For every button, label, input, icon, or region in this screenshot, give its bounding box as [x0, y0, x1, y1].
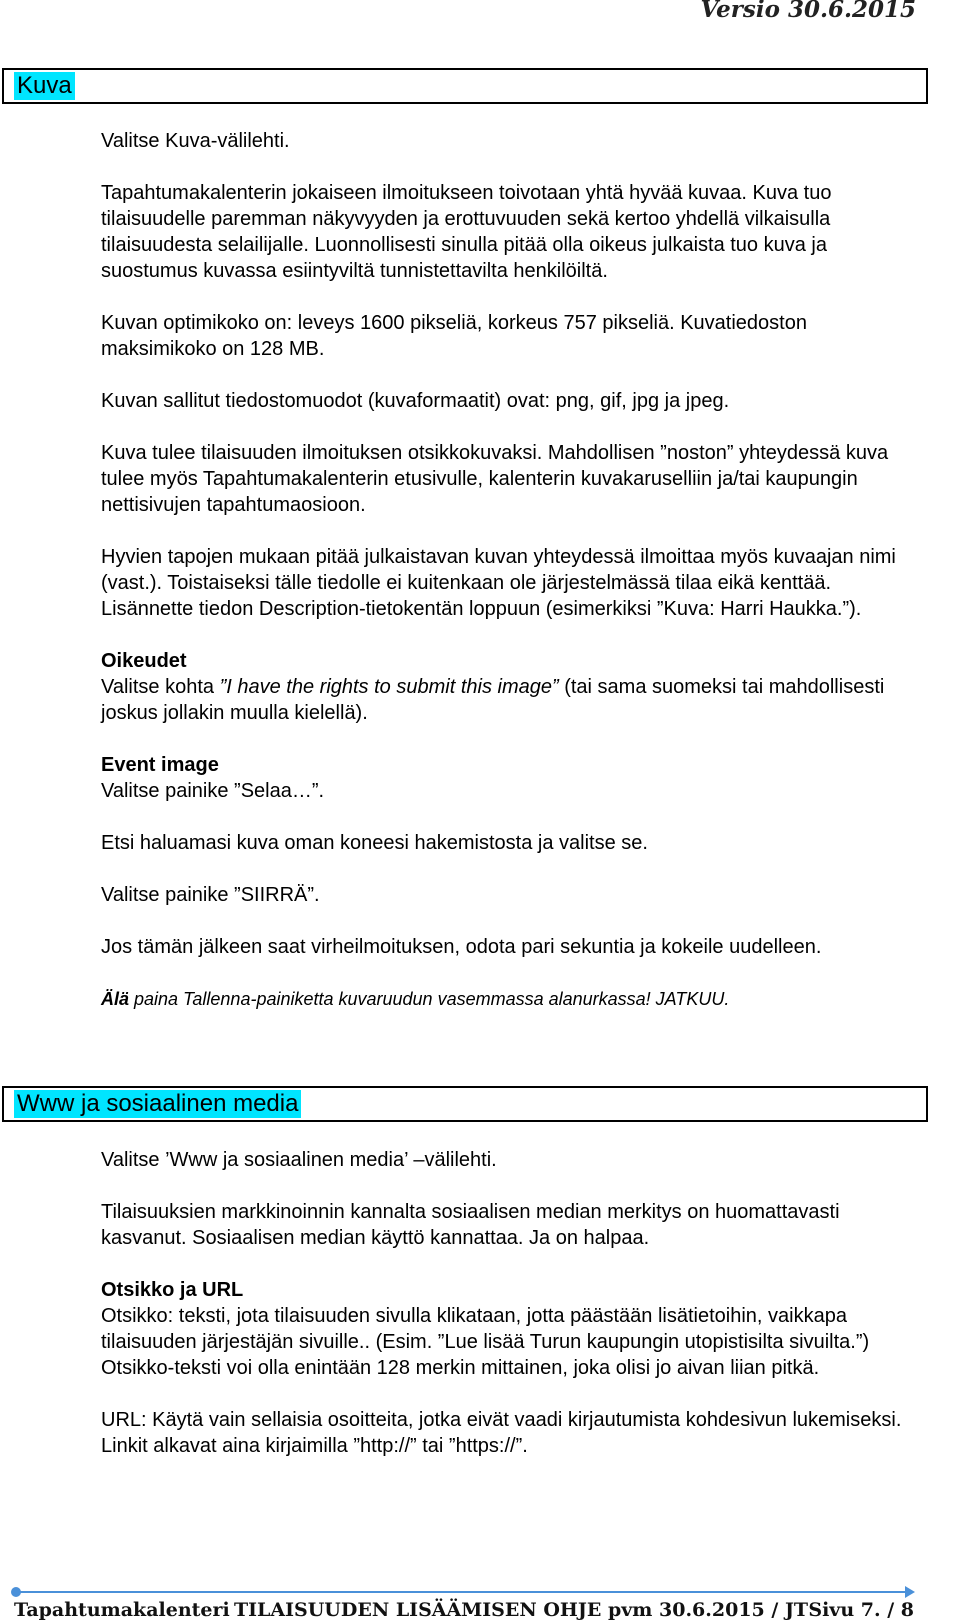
footer-divider-line [10, 1585, 915, 1599]
kuva-paragraph-transfer: Valitse painike ”SIIRRÄ”. [101, 884, 320, 906]
kuva-instruction-tab: Valitse Kuva-välilehti. [101, 130, 290, 152]
www-instruction-tab: Valitse ’Www ja sosiaalinen media’ –välilehti. [101, 1149, 497, 1171]
section-body-www [101, 1147, 921, 1485]
kuva-paragraph-usage: Kuva tulee tilaisuuden ilmoituksen otsikkokuvaksi. Mahdollisen ”noston” yhteydessä kuva tulee myös Tapahtumakalenterin etusivulle, kalenterin kuvakaruselliin ja/tai kaupungin nettisivujen tapahtumaosioon. [101, 442, 889, 516]
kuva-event-image-block [101, 752, 921, 804]
warning-bold: Älä [101, 989, 130, 1009]
page-footer [14, 1599, 914, 1623]
kuva-paragraph-formats: Kuvan sallitut tiedostomuodot (kuvaformaatit) ovat: png, gif, jpg ja jpeg. [101, 390, 730, 412]
otsikko-url-heading: Otsikko ja URL [101, 1279, 244, 1301]
document-version: Versio 30.6.2015 [700, 0, 916, 23]
section-title-kuva: Kuva [14, 72, 75, 100]
kuva-paragraph-browse: Etsi haluamasi kuva oman koneesi hakemistosta ja valitse se. [101, 832, 648, 854]
kuva-paragraph-size: Kuvan optimikoko on: leveys 1600 pikseliä, korkeus 757 pikseliä. Kuvatiedoston maksimikoko on 128 MB. [101, 312, 807, 360]
event-image-heading: Event image [101, 754, 219, 776]
oikeudet-text-italic: ”I have the rights to submit this image” [219, 676, 559, 698]
oikeudet-heading: Oikeudet [101, 650, 187, 672]
www-paragraph-marketing: Tilaisuuksien markkinoinnin kannalta sosiaalisen median merkitys on huomattavasti kasvanut. Sosiaalisen median käyttö kannattaa. Ja on halpaa. [101, 1201, 840, 1249]
footer-page-number: Sivu 7. / 8 [808, 1599, 914, 1621]
kuva-warning [101, 986, 921, 1012]
kuva-paragraph-error: Jos tämän jälkeen saat virheilmoituksen, odota pari sekuntia ja kokeile uudelleen. [101, 936, 822, 958]
warning-rest: paina Tallenna-painiketta kuvaruudun vasemmassa alanurkassa! JATKUU. [129, 989, 730, 1009]
section-title-www: Www ja sosiaalinen media [14, 1090, 301, 1118]
www-url-paragraph: URL: Käytä vain sellaisia osoitteita, jotka eivät vaadi kirjautumista kohdesivun lukemiseksi. Linkit alkavat aina kirjaimilla ”http://” tai ”https://”. [101, 1409, 902, 1457]
oikeudet-text-pre: Valitse kohta [101, 676, 220, 698]
kuva-paragraph-intro: Tapahtumakalenterin jokaiseen ilmoitukseen toivotaan yhtä hyvää kuvaa. Kuva tuo tilaisuudelle paremman näkyvyyden ja erottuvuuden sekä kertoo yhdellä vilkaisulla tilaisuudesta selailijalle. Luonnollisesti sinulla pitää olla oikeus julkaista tuo kuva ja suostumus kuvassa esiintyviltä tunnistettavilta henkilöiltä. [101, 182, 832, 282]
kuva-paragraph-credits: Hyvien tapojen mukaan pitää julkaistavan kuvan yhteydessä ilmoittaa myös kuvaajan nimi (vast.). Toistaiseksi tälle tiedolle ei kuitenkaan ole järjestelmässä tilaa eikä kenttää. Lisännette tiedon Description-tietokentän loppuun (esimerkiksi ”Kuva: Harri Haukka.”). [101, 546, 896, 620]
footer-app-name: Tapahtumakalenteri [14, 1599, 230, 1621]
footer-document-title: TILAISUUDEN LISÄÄMISEN OHJE pvm 30.6.2015 / JT [234, 1599, 809, 1621]
oikeudet-text-post: (tai sama suomeksi tai mahdollisesti joskus jollakin muulla kielellä). [101, 676, 885, 724]
event-image-text: Valitse painike ”Selaa…”. [101, 780, 325, 802]
kuva-oikeudet-block [101, 648, 921, 726]
section-header-kuva [2, 68, 928, 104]
section-header-www [2, 1086, 928, 1122]
www-otsikko-block [101, 1277, 921, 1381]
section-body-kuva [101, 128, 921, 1038]
otsikko-text: Otsikko: teksti, jota tilaisuuden sivulla klikataan, jotta päästään lisätietoihin, vaikkapa tilaisuuden järjestäjän sivuille.. (Esim. ”Lue lisää Turun kaupungin utopistisilta sivuilta.”) Otsikko-teksti voi olla enintään 128 merkin mittainen, joka olisi jo aivan liian pitkä. [101, 1305, 870, 1379]
